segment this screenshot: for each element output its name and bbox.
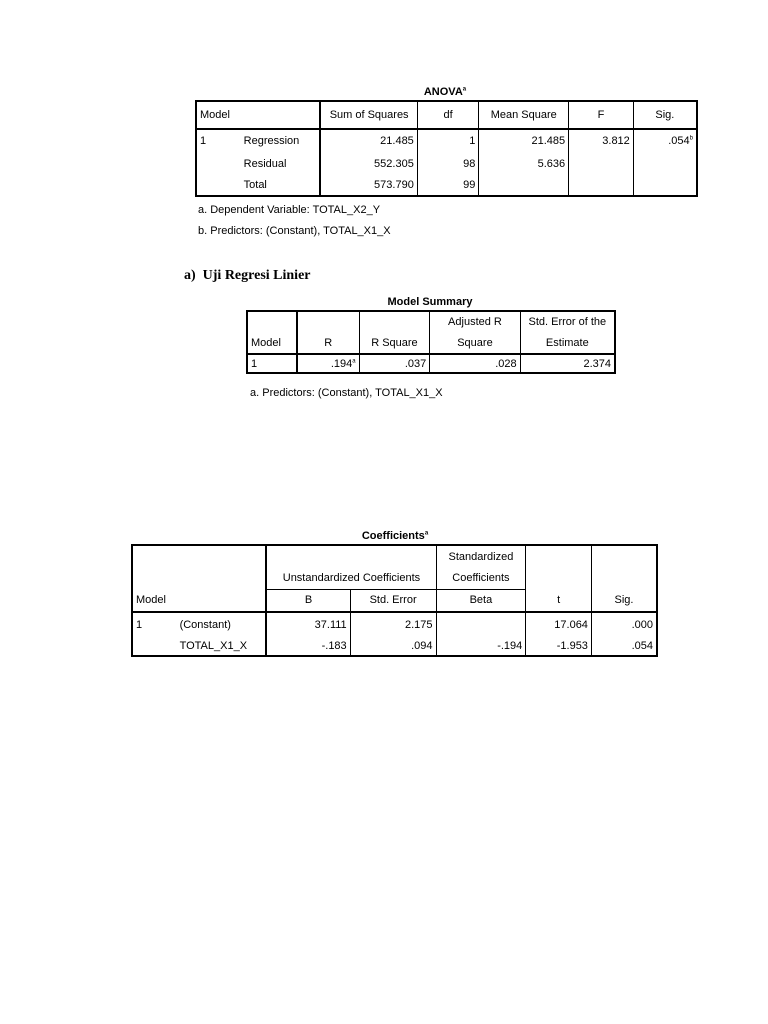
anova-sig-footnote-mark: b xyxy=(689,135,693,142)
anova-header-df: df xyxy=(417,101,479,129)
coef-header-sig: Sig. xyxy=(591,589,657,612)
anova-header-f: F xyxy=(569,101,634,129)
anova-row-model xyxy=(196,152,241,175)
anova-row-model: 1 xyxy=(200,135,207,147)
anova-row-ss: 21.485 xyxy=(320,129,417,152)
ms-header-adj-r-line1: Adjusted R xyxy=(430,311,520,332)
anova-row-ms xyxy=(479,175,569,196)
model-summary-title xyxy=(370,296,490,308)
ms-header-adj-r-line2: Square xyxy=(430,332,520,354)
coef-row-t: 17.064 xyxy=(526,612,592,636)
coef-header-beta: Beta xyxy=(436,589,526,612)
anova-header-sig: Sig. xyxy=(633,101,697,129)
anova-row-ms: 21.485 xyxy=(479,129,569,152)
coef-row-beta xyxy=(436,612,526,636)
table-row xyxy=(132,636,657,656)
coef-row-label: TOTAL_X1_X xyxy=(177,636,267,656)
ms-header-std-err-line1: Std. Error of the xyxy=(528,316,607,328)
ms-row-adj-r: .028 xyxy=(430,354,520,373)
coefficients-title xyxy=(340,530,450,542)
coefficients-table xyxy=(131,544,658,657)
anova-row-ss: 552.305 xyxy=(320,152,417,175)
anova-header-model: Model xyxy=(196,101,320,129)
coef-row-t: -1.953 xyxy=(526,636,592,656)
coef-row-b: -.183 xyxy=(266,636,350,656)
coefficients-title-text: Coefficients xyxy=(361,530,425,542)
anova-row-f xyxy=(569,175,634,196)
coef-row-model: 1 xyxy=(136,618,143,631)
ms-row-r xyxy=(297,354,359,373)
anova-row-label: Residual xyxy=(241,152,321,175)
table-row xyxy=(247,354,615,373)
table-row xyxy=(196,175,697,196)
ms-row-std-err: 2.374 xyxy=(583,357,611,370)
anova-row-ss: 573.790 xyxy=(320,175,417,196)
anova-row-sig xyxy=(633,129,697,152)
anova-header-ss: Sum of Squares xyxy=(320,101,417,129)
coef-row-b: 37.111 xyxy=(266,612,350,636)
model-summary-footnote: a. Predictors: (Constant), TOTAL_X1_X xyxy=(250,387,443,399)
anova-row-sig xyxy=(633,175,697,196)
coefficients-title-footnote-mark: a xyxy=(424,530,429,537)
anova-row-f xyxy=(569,152,634,175)
coef-row-label: (Constant) xyxy=(177,612,267,636)
anova-title xyxy=(395,86,495,98)
coef-row-sig: .054 xyxy=(631,639,653,652)
coef-row-sig: .000 xyxy=(631,618,653,631)
coef-row-beta: -.194 xyxy=(436,636,526,656)
anova-footnote-b: b. Predictors: (Constant), TOTAL_X1_X xyxy=(198,225,391,237)
coef-header-model: Model xyxy=(132,589,266,612)
anova-row-label: Total xyxy=(241,175,321,196)
anova-row-df: 99 xyxy=(417,175,479,196)
anova-row-ms: 5.636 xyxy=(479,152,569,175)
ms-header-std-err-line2: Estimate xyxy=(520,332,615,354)
coef-header-std-line2: Coefficients xyxy=(436,568,526,589)
coef-header-unstd: Unstandardized Coefficients xyxy=(266,568,436,589)
anova-row-sig xyxy=(633,152,697,175)
anova-footnote-a: a. Dependent Variable: TOTAL_X2_Y xyxy=(198,204,381,216)
anova-table xyxy=(195,100,698,197)
ms-row-model: 1 xyxy=(247,354,297,373)
table-row xyxy=(196,152,697,175)
coef-row-model xyxy=(132,636,177,656)
model-summary-title-text: Model Summary xyxy=(387,296,473,308)
coef-row-std-error: 2.175 xyxy=(350,612,436,636)
table-row xyxy=(132,612,657,636)
anova-row-df: 1 xyxy=(417,129,479,152)
anova-row-sig-value: .054 xyxy=(668,135,690,147)
coef-row-std-error: .094 xyxy=(350,636,436,656)
ms-header-r: R xyxy=(297,332,359,354)
anova-row-label: Regression xyxy=(241,129,321,152)
model-summary-table xyxy=(246,310,616,374)
coef-header-t: t xyxy=(526,589,592,612)
ms-row-r-value: .194 xyxy=(330,357,353,370)
section-heading: a) Uji Regresi Linier xyxy=(184,268,311,283)
ms-header-model: Model xyxy=(247,332,297,354)
coef-header-std-error: Std. Error xyxy=(350,589,436,612)
anova-title-footnote-mark: a xyxy=(462,86,467,93)
ms-header-r-square: R Square xyxy=(359,332,430,354)
anova-row-f: 3.812 xyxy=(569,129,634,152)
table-row xyxy=(196,129,697,152)
anova-row-df: 98 xyxy=(417,152,479,175)
coef-header-std-line1: Standardized xyxy=(436,545,526,568)
coef-header-b: B xyxy=(266,589,350,612)
ms-row-r-square: .037 xyxy=(359,354,430,373)
anova-row-model xyxy=(196,175,241,196)
anova-title-text: ANOVA xyxy=(423,86,463,98)
ms-r-footnote-mark: a xyxy=(352,357,356,364)
anova-header-ms: Mean Square xyxy=(479,101,569,129)
